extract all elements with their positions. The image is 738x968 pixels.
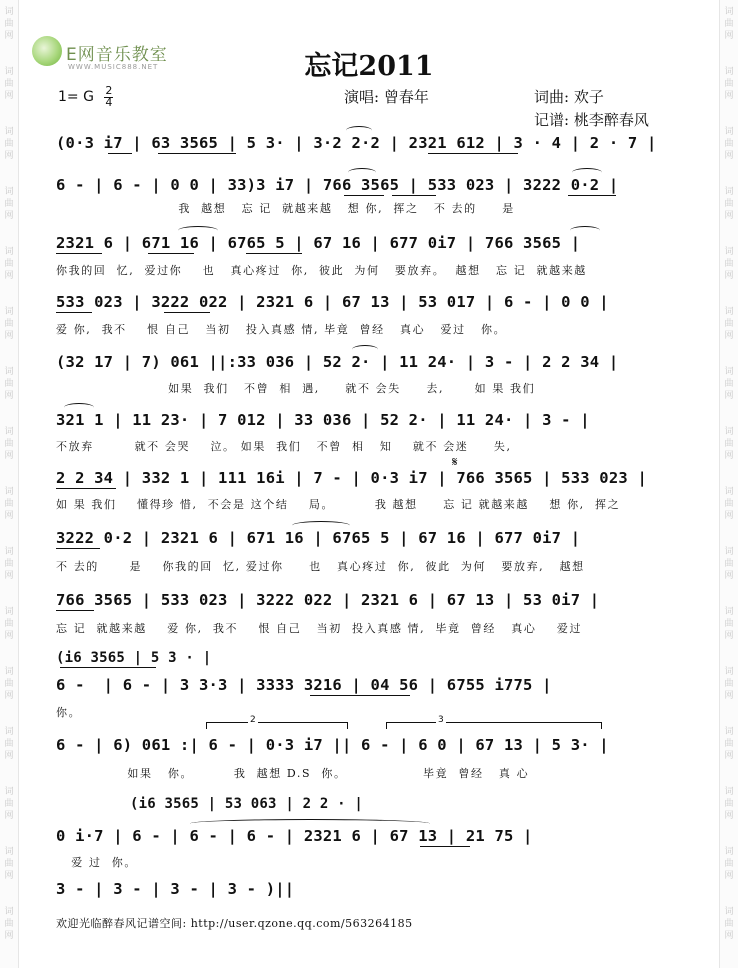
logo-url: WWW.MUSIC888.NET	[68, 63, 159, 71]
beam-underline	[56, 610, 94, 611]
lyric-row-5: 如果 我们 不曾 相 遇, 就不 会失 去, 如 果 我们	[56, 382, 536, 395]
lyric-row-12: 爱 过 你。	[56, 856, 137, 869]
beam-underline	[56, 488, 116, 489]
right-watermark-strip: 词 曲 网 词 曲 网 词 曲 网 词 曲 网 词 曲 网 词 曲 网 词 曲 网 词 曲 网 词 曲 网 词 曲 网 词 曲 网 词 曲 网 词 曲 网 词 曲 网 词 曲 网 词 曲 网	[719, 0, 738, 968]
time-signature	[104, 86, 113, 108]
first-ending-number: 2	[250, 715, 256, 725]
score-row-7: 2 2 34 | 332 1 | 111 16i | 7 - | 0·3 i7 | 766 3565 | 533 023 |	[56, 469, 647, 487]
score-row-11: 6 - | 6) 061 :| 6 - | 0·3 i7 || 6 - | 6 0 | 67 13 | 5 3· |	[56, 736, 609, 754]
beam-underline	[60, 667, 156, 668]
score-row-12-upper-voice: (i6 3565 | 53 063 | 2 2 · |	[130, 796, 363, 812]
time-numerator: 2	[105, 84, 113, 97]
first-ending-bracket	[206, 722, 348, 729]
beam-underline	[428, 153, 518, 154]
slur-mark	[190, 819, 430, 828]
beam-underline	[164, 312, 210, 313]
composer-credit: 词曲: 欢子	[534, 88, 604, 106]
key-signature	[58, 86, 113, 108]
score-row-10: 6 - | 6 - | 3 3·3 | 3333 3216 | 04 56 | 6755 i775 |	[56, 676, 552, 694]
segno-sign: 𝄋	[452, 455, 458, 470]
lyric-row-2: 我 越想 忘 记 就越来越 想 你, 挥之 不 去的 是	[56, 202, 515, 215]
score-row-8: 3222 0·2 | 2321 6 | 671 16 | 6765 5 | 67 16 | 677 0i7 |	[56, 529, 581, 547]
lyric-row-6: 不放弃 就不 会哭 泣。 如果 我们 不曾 相 知 就不 会迷 失,	[56, 440, 512, 453]
song-title: 忘记2011	[304, 51, 434, 82]
lyric-row-10: 你。	[56, 706, 82, 719]
beam-underline	[56, 253, 102, 254]
lyric-row-8: 不 去的 是 你我的回 忆, 爱过你 也 真心疼过 你, 彼此 为何 要放弃, 越想	[56, 560, 585, 573]
beam-underline	[310, 695, 410, 696]
score-row-4: 533 023 | 3222 022 | 2321 6 | 67 13 | 53 017 | 6 - | 0 0 |	[56, 293, 609, 311]
singer-credit: 演唱: 曾春年	[344, 88, 429, 106]
beam-underline	[108, 153, 132, 154]
score-row-10-upper-voice: (i6 3565 | 5 3 · |	[56, 650, 212, 666]
second-ending-bracket	[386, 722, 602, 729]
score-row-5: (32 17 | 7) 061 ||:33 036 | 52 2· | 11 24· | 3 - | 2 2 34 |	[56, 353, 619, 371]
lyric-row-11: 如果 你。 我 越想 D.S 你。 毕竟 曾经 真 心	[56, 767, 530, 780]
left-watermark-strip: 词 曲 网 词 曲 网 词 曲 网 词 曲 网 词 曲 网 词 曲 网 词 曲 网 词 曲 网 词 曲 网 词 曲 网 词 曲 网 词 曲 网 词 曲 网 词 曲 网 词 曲 网 词 曲 网	[0, 0, 19, 968]
score-row-2: 6 - | 6 - | 0 0 | 33)3 i7 | 766 3565 | 533 023 | 3222 0·2 |	[56, 176, 619, 194]
score-row-9: 766 3565 | 533 023 | 3222 022 | 2321 6 | 67 13 | 53 0i7 |	[56, 591, 600, 609]
key-label: 1= G	[58, 89, 94, 105]
footer-note: 欢迎光临醉春风记谱空间: http://user.qzone.qq.com/563264185	[56, 917, 413, 930]
beam-underline	[148, 253, 194, 254]
slur-mark	[348, 168, 376, 177]
lyric-row-4: 爱 你, 我不 恨 自己 当初 投入真感 情, 毕竟 曾经 真心 爱过 你。	[56, 323, 507, 336]
slur-mark	[346, 126, 372, 135]
slur-mark	[570, 226, 600, 235]
score-row-13: 3 - | 3 - | 3 - | 3 - )||	[56, 880, 295, 898]
slur-mark	[64, 403, 94, 412]
score-row-6: 321 1 | 11 23· | 7 012 | 33 036 | 52 2· | 11 24· | 3 - |	[56, 411, 590, 429]
time-denominator: 4	[105, 96, 113, 109]
beam-underline	[158, 153, 236, 154]
lyric-row-9: 忘 记 就越来越 爱 你, 我不 恨 自己 当初 投入真感 情, 毕竟 曾经 真心 爱过	[56, 622, 583, 635]
score-row-3: 2321 6 | 671 16 | 6765 5 | 67 16 | 677 0i7 | 766 3565 |	[56, 234, 581, 252]
lyric-row-7: 如 果 我们 懂得珍 惜, 不会是 这个结 局。 我 越想 忘 记 就越来越 想 你, 挥之	[56, 498, 621, 511]
beam-underline	[56, 548, 100, 549]
second-ending-number: 3	[438, 715, 444, 725]
slur-mark	[292, 521, 350, 530]
slur-mark	[178, 226, 218, 235]
beam-underline	[420, 846, 470, 847]
score-row-12: 0 i·7 | 6 - | 6 - | 6 - | 2321 6 | 67 13 | 21 75 |	[56, 827, 533, 845]
beam-underline	[392, 195, 436, 196]
slur-mark	[572, 168, 602, 177]
slur-mark	[352, 345, 378, 354]
beam-underline	[568, 195, 616, 196]
lyric-row-3: 你我的回 忆, 爱过你 也 真心疼过 你, 彼此 为何 要放弃。 越想 忘 记 就越来越	[56, 264, 587, 277]
transcriber-credit: 记谱: 桃李醉春风	[534, 111, 649, 129]
score-row-1: (0·3 i7 | 63 3565 | 5 3· | 3·2 2·2 | 2321 612 | 3 · 4 | 2 · 7 |	[56, 134, 657, 152]
beam-underline	[246, 253, 302, 254]
beam-underline	[344, 195, 384, 196]
logo-text: E网音乐教室	[66, 45, 168, 65]
beam-underline	[56, 312, 92, 313]
